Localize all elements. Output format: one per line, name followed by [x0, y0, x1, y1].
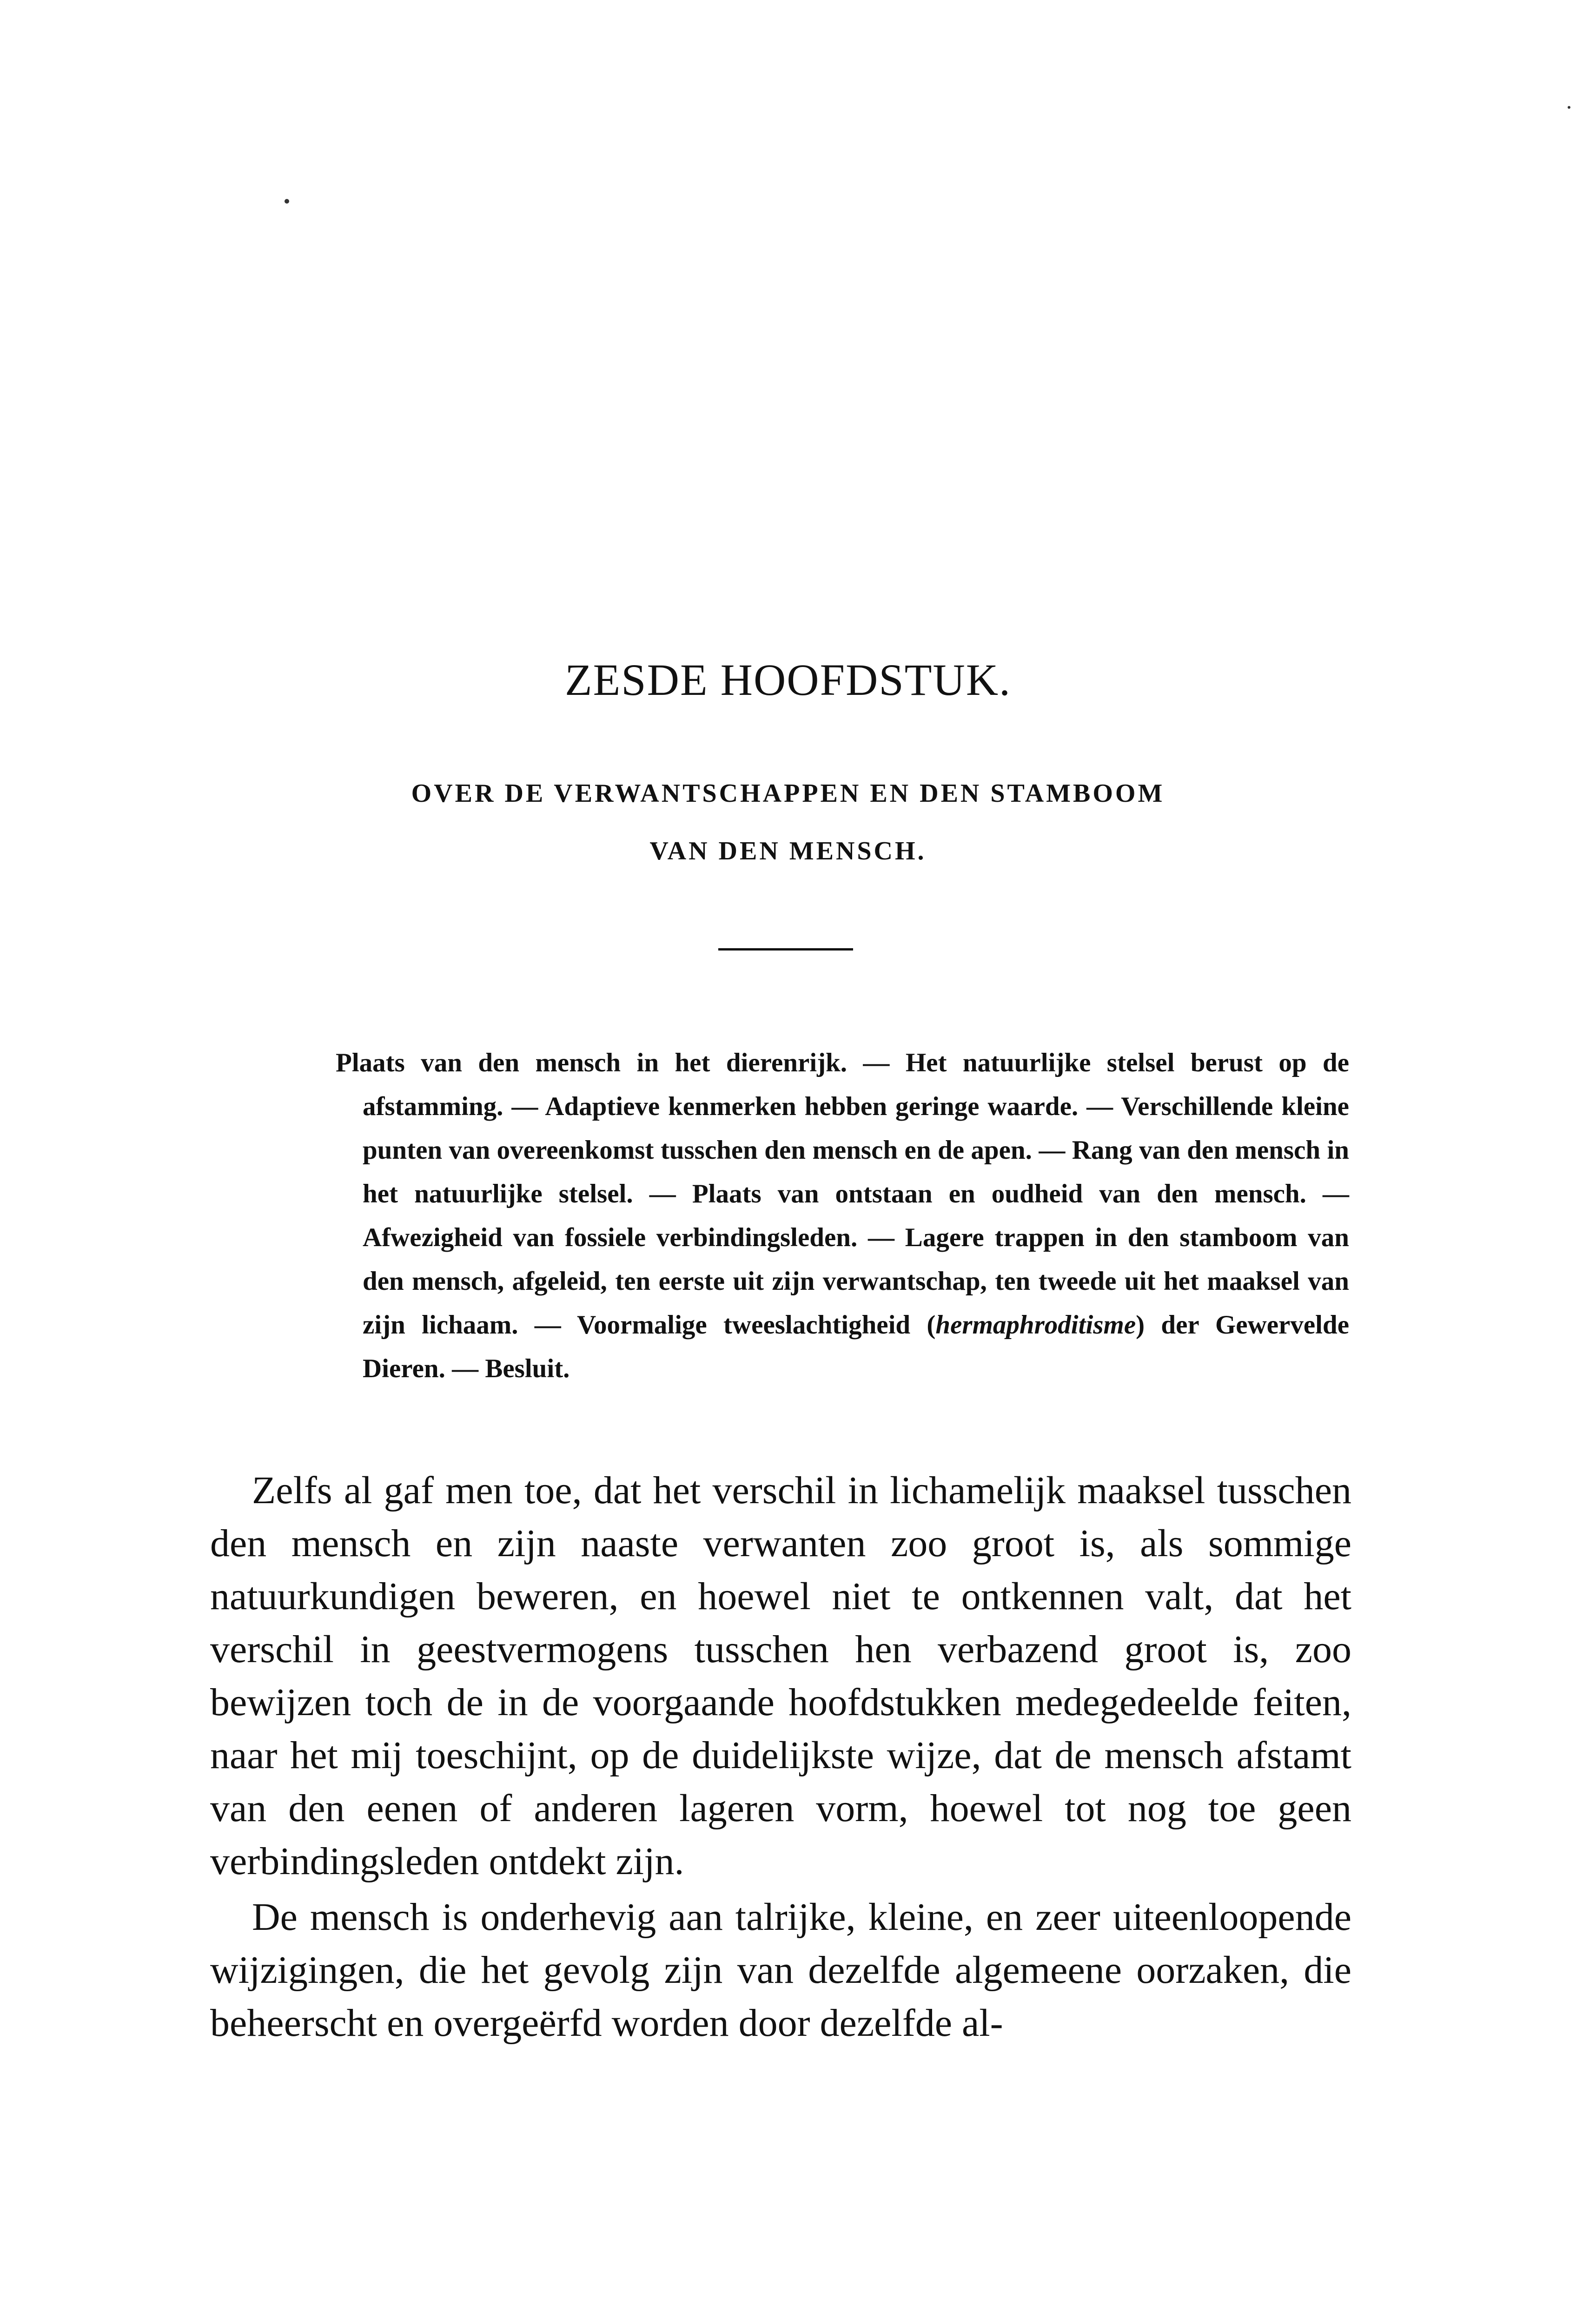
paragraph: De mensch is onderhevig aan talrijke, kleine, en zeer uiteenloopende wijzigingen, die het gevolg zijn van dezelfde algemeene oorzaken, die beheerscht en overgeërfd worden door dezelfde al-: [210, 1895, 1351, 2045]
specks: [285, 199, 289, 204]
summary-text: Plaats van den mensch in het dierenrijk. — Het natuurlijke stelsel berust op de afstamming. — Adaptieve kenmerken hebben geringe waarde. — Verschillende kleine punten van overeenkomst tusschen den mensch en de apen. — Rang van den mensch in het natuurlijke stelsel. — Plaats van ontstaan en oudheid van den mensch. — Afwezigheid van fossiele verbindingsleden. — Lagere trappen in den stamboom van den mensch, afgeleid, ten eerste uit zijn verwantschap, ten tweede uit het maaksel van zijn lichaam. — Voormalige tweeslachtigheid (: [336, 1048, 1349, 1340]
chapter-title: ZESDE HOOFDSTUK.: [564, 655, 1012, 705]
specks: [1568, 106, 1570, 109]
chapter-subtitle-line: OVER DE VERWANTSCHAPPEN EN DEN STAMBOOM: [411, 779, 1165, 808]
chapter-divider: [718, 948, 853, 951]
chapter-summary: [336, 1041, 1349, 1391]
chapter-subtitle: [0, 765, 1576, 880]
paragraph: Zelfs al gaf men toe, dat het verschil in lichamelijk maaksel tusschen den mensch en zijn naaste verwanten zoo groot is, als sommige natuurkundigen beweren, en hoewel niet te ontkennen valt, dat het verschil in geestvermogens tusschen hen verbazend groot is, zoo bewijzen toch de in de voorgaande hoofdstukken medegedeelde feiten, naar het mij toeschijnt, op de duidelijkste wijze, dat de mensch afstamt van den eenen of anderen lageren vorm, hoewel tot nog toe geen verbindingsleden ontdekt zijn.: [210, 1469, 1351, 1883]
summary-text-end: ) der Gewervelde Dieren. — Besluit.: [363, 1310, 1349, 1383]
chapter-subtitle-line: VAN DEN MENSCH.: [649, 837, 927, 865]
body-text: [210, 1464, 1351, 2050]
summary-italic-term: hermaphroditisme: [935, 1310, 1136, 1340]
